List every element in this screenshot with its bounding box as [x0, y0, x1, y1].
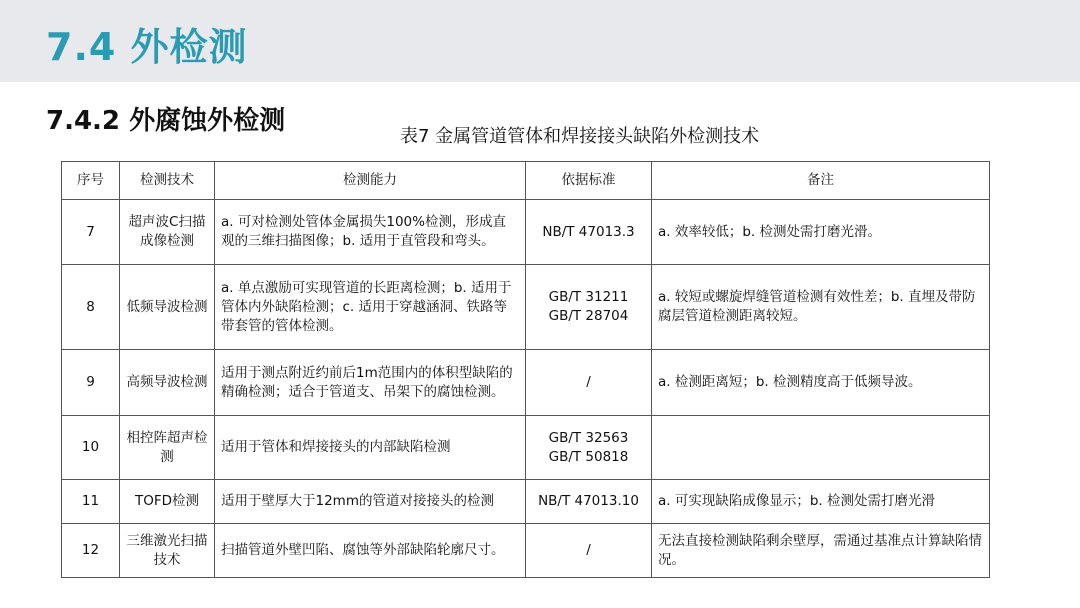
- cell-note: [652, 416, 990, 480]
- cell-tech: 超声波C扫描成像检测: [120, 200, 215, 265]
- cell-tech: 低频导波检测: [120, 265, 215, 350]
- cell-ability: a. 单点激励可实现管道的长距离检测；b. 适用于管体内外缺陷检测；c. 适用于穿越涵洞、铁路等带套管的管体检测。: [215, 265, 526, 350]
- cell-ability: a. 可对检测处管体金属损失100%检测，形成直观的三维扫描图像；b. 适用于直管段和弯头。: [215, 200, 526, 265]
- cell-seq: 9: [62, 350, 120, 416]
- table-row: [62, 200, 990, 265]
- cell-ability: 适用于测点附近约前后1m范围内的体积型缺陷的精确检测；适合于管道支、吊架下的腐蚀检测。: [215, 350, 526, 416]
- header-seq: 序号: [62, 162, 120, 200]
- page-title: 7.4 外检测: [46, 25, 248, 69]
- header-ability: 检测能力: [215, 162, 526, 200]
- table-row: [62, 265, 990, 350]
- cell-seq: 12: [62, 524, 120, 578]
- cell-seq: 10: [62, 416, 120, 480]
- cell-standard: [526, 265, 652, 350]
- cell-ability: 适用于壁厚大于12mm的管道对接接头的检测: [215, 480, 526, 524]
- standard-code: /: [586, 374, 591, 390]
- standard-code: GB/T 28704: [548, 308, 629, 324]
- cell-note: 无法直接检测缺陷剩余壁厚，需通过基准点计算缺陷情况。: [652, 524, 990, 578]
- standard-code: GB/T 32563: [548, 429, 629, 446]
- standard-code: NB/T 47013.10: [538, 493, 639, 509]
- cell-tech: 高频导波检测: [120, 350, 215, 416]
- cell-seq: 8: [62, 265, 120, 350]
- cell-tech: 相控阵超声检测: [120, 416, 215, 480]
- table-row: [62, 350, 990, 416]
- section-title: 7.4.2 外腐蚀外检测: [46, 106, 286, 136]
- cell-seq: 7: [62, 200, 120, 265]
- cell-tech: TOFD检测: [120, 480, 215, 524]
- cell-note: a. 效率较低；b. 检测处需打磨光滑。: [652, 200, 990, 265]
- cell-note: a. 较短或螺旋焊缝管道检测有效性差；b. 直埋及带防腐层管道检测距离较短。: [652, 265, 990, 350]
- header-tech: 检测技术: [120, 162, 215, 200]
- inspection-table: [61, 161, 990, 578]
- cell-tech: 三维激光扫描技术: [120, 524, 215, 578]
- cell-standard: [526, 200, 652, 265]
- standard-code: GB/T 31211: [548, 289, 629, 305]
- standard-code: GB/T 50818: [548, 448, 629, 465]
- cell-seq: 11: [62, 480, 120, 524]
- cell-note: a. 检测距离短；b. 检测精度高于低频导波。: [652, 350, 990, 416]
- cell-ability: 适用于管体和焊接接头的内部缺陷检测: [215, 416, 526, 480]
- table-caption: 表7 金属管道管体和焊接接头缺陷外检测技术: [400, 126, 760, 147]
- cell-standard: [526, 416, 652, 480]
- table-row: [62, 480, 990, 524]
- header-note: 备注: [652, 162, 990, 200]
- standard-code: /: [586, 542, 591, 558]
- header-standard: 依据标准: [526, 162, 652, 200]
- cell-ability: 扫描管道外壁凹陷、腐蚀等外部缺陷轮廓尺寸。: [215, 524, 526, 578]
- cell-standard: [526, 350, 652, 416]
- table-row: [62, 416, 990, 480]
- table-header-row: [62, 162, 990, 200]
- cell-standard: [526, 524, 652, 578]
- cell-note: a. 可实现缺陷成像显示；b. 检测处需打磨光滑: [652, 480, 990, 524]
- cell-standard: [526, 480, 652, 524]
- table-row: [62, 524, 990, 578]
- standard-code: NB/T 47013.3: [542, 223, 635, 240]
